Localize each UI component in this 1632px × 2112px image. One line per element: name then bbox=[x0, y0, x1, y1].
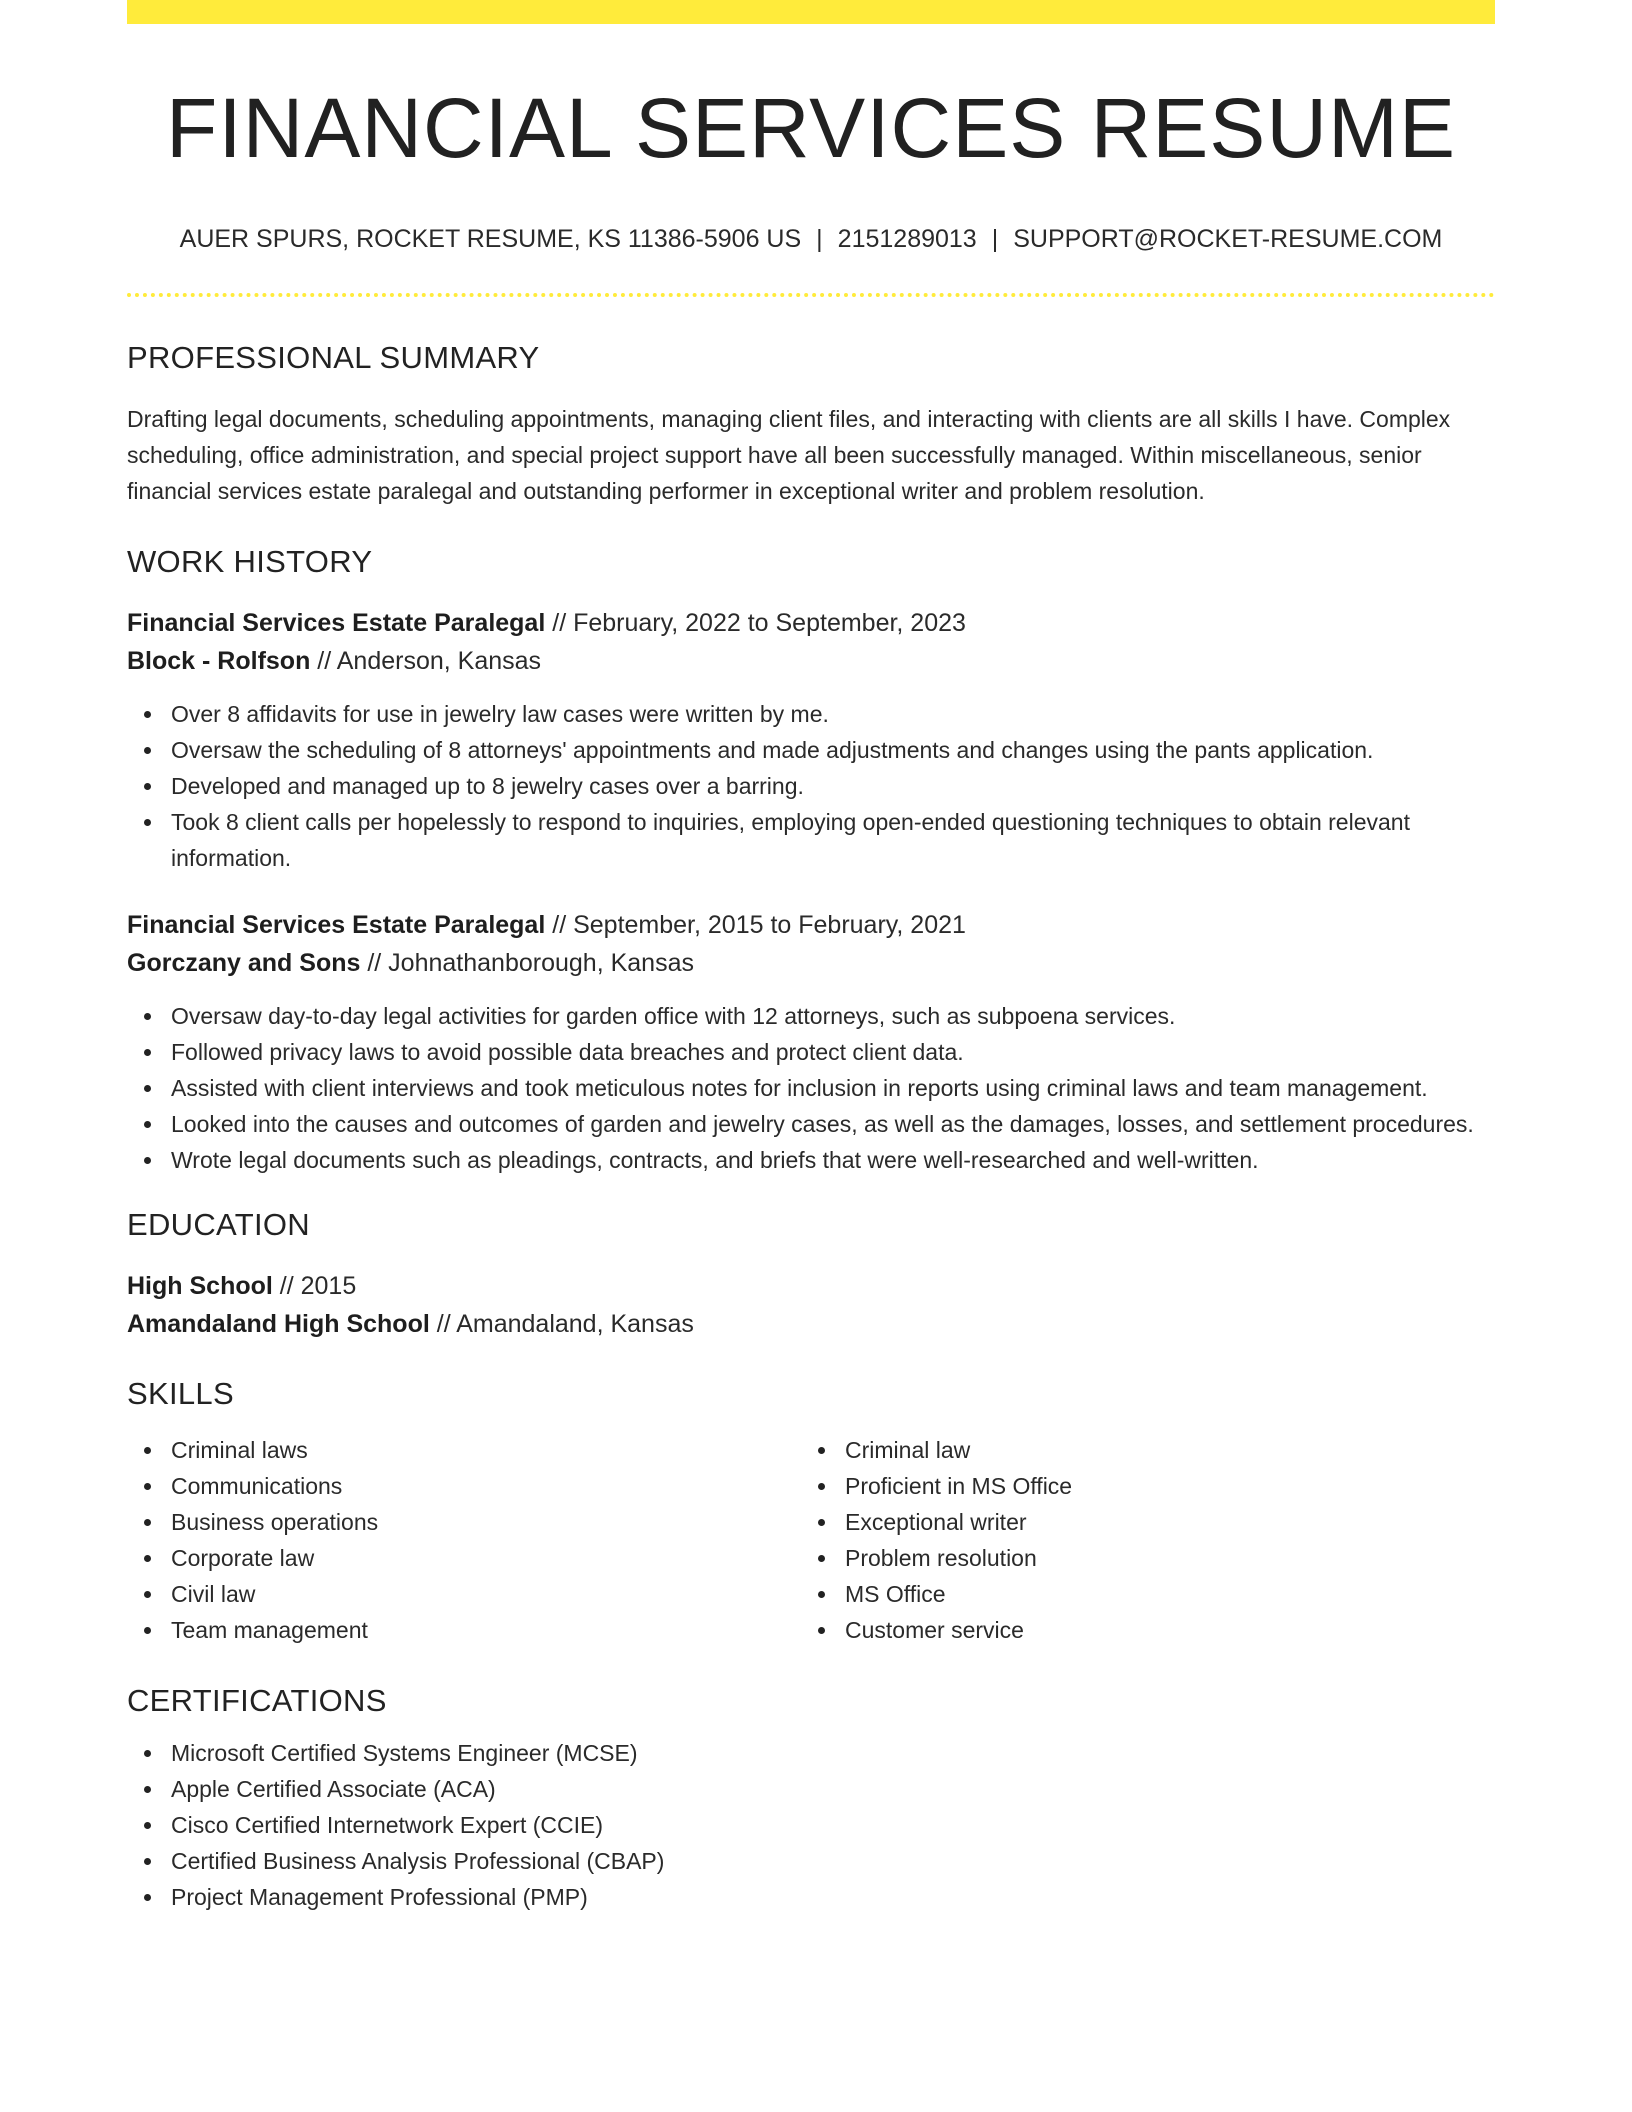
job-entry bbox=[127, 906, 1495, 1178]
job-location: // Johnathanborough, Kansas bbox=[360, 948, 694, 977]
contact-address: AUER SPURS, ROCKET RESUME, KS 11386-5906 US bbox=[179, 225, 802, 254]
contact-phone: 2151289013 bbox=[837, 225, 977, 254]
list-item: Communications bbox=[127, 1468, 801, 1504]
work-history-heading: WORK HISTORY bbox=[127, 543, 373, 579]
education-school: Amandaland High School bbox=[127, 1309, 430, 1338]
list-item: Problem resolution bbox=[801, 1540, 1475, 1576]
job-role: Financial Services Estate Paralegal bbox=[127, 910, 546, 939]
education-year: // 2015 bbox=[272, 1271, 357, 1300]
list-item: Customer service bbox=[801, 1612, 1475, 1648]
job-bullets bbox=[127, 998, 1495, 1178]
list-item: Developed and managed up to 8 jewelry cases over a barring. bbox=[127, 768, 1495, 804]
job-title-line bbox=[127, 604, 1495, 642]
list-item: Project Management Professional (PMP) bbox=[127, 1879, 1495, 1915]
education-degree-line bbox=[127, 1267, 1495, 1305]
list-item: Business operations bbox=[127, 1504, 801, 1540]
summary-text: Drafting legal documents, scheduling appointments, managing client files, and interacting with clients are all skills I have. Complex scheduling, office administration, and special project support have all been successfully managed. Within miscellaneous, senior financial services estate paralegal and outstanding performer in exceptional writer and problem resolution. bbox=[127, 405, 1451, 504]
job-title-line bbox=[127, 906, 1495, 944]
list-item: Civil law bbox=[127, 1576, 801, 1612]
list-item: Over 8 affidavits for use in jewelry law cases were written by me. bbox=[127, 696, 1495, 732]
certifications-heading: CERTIFICATIONS bbox=[127, 1683, 387, 1719]
list-item: Assisted with client interviews and took meticulous notes for inclusion in reports using criminal laws and team management. bbox=[127, 1070, 1495, 1106]
education-location: // Amandaland, Kansas bbox=[429, 1309, 694, 1338]
list-item: Criminal law bbox=[801, 1432, 1475, 1468]
contact-email: SUPPORT@ROCKET-RESUME.COM bbox=[1013, 225, 1443, 254]
certifications-list bbox=[127, 1735, 1495, 1915]
education-school-line bbox=[127, 1305, 1495, 1343]
list-item: Oversaw the scheduling of 8 attorneys' appointments and made adjustments and changes using the pants application. bbox=[127, 732, 1495, 768]
list-item: Oversaw day-to-day legal activities for garden office with 12 attorneys, such as subpoena services. bbox=[127, 998, 1495, 1034]
job-role: Financial Services Estate Paralegal bbox=[127, 608, 546, 637]
list-item: Certified Business Analysis Professional (CBAP) bbox=[127, 1843, 1495, 1879]
list-item: Cisco Certified Internetwork Expert (CCIE) bbox=[127, 1807, 1495, 1843]
contact-separator: | bbox=[816, 225, 823, 254]
list-item: Looked into the causes and outcomes of garden and jewelry cases, as well as the damages, losses, and settlement procedures. bbox=[127, 1106, 1495, 1142]
summary-heading: PROFESSIONAL SUMMARY bbox=[127, 340, 540, 376]
skills-right-column bbox=[801, 1432, 1475, 1648]
list-item: Corporate law bbox=[127, 1540, 801, 1576]
list-item: Criminal laws bbox=[127, 1432, 801, 1468]
education-entry bbox=[127, 1267, 1495, 1343]
list-item: Exceptional writer bbox=[801, 1504, 1475, 1540]
job-dates: // February, 2022 to September, 2023 bbox=[545, 608, 966, 637]
resume-title: FINANCIAL SERVICES RESUME bbox=[166, 81, 1456, 175]
list-item: Microsoft Certified Systems Engineer (MCSE) bbox=[127, 1735, 1495, 1771]
list-item: Wrote legal documents such as pleadings, contracts, and briefs that were well-researched and well-written. bbox=[127, 1142, 1495, 1178]
job-location: // Anderson, Kansas bbox=[310, 646, 542, 675]
list-item: MS Office bbox=[801, 1576, 1475, 1612]
accent-bar bbox=[127, 0, 1495, 24]
list-item: Proficient in MS Office bbox=[801, 1468, 1475, 1504]
list-item: Apple Certified Associate (ACA) bbox=[127, 1771, 1495, 1807]
job-company: Gorczany and Sons bbox=[127, 948, 361, 977]
job-company: Block - Rolfson bbox=[127, 646, 311, 675]
job-company-line bbox=[127, 944, 1495, 982]
contact-separator: | bbox=[991, 225, 999, 254]
resume-page bbox=[127, 0, 1495, 1915]
skills-left-column bbox=[127, 1432, 801, 1648]
education-heading: EDUCATION bbox=[127, 1206, 310, 1242]
skills-columns bbox=[127, 1432, 1495, 1648]
list-item: Team management bbox=[127, 1612, 801, 1648]
education-degree: High School bbox=[127, 1271, 273, 1300]
job-dates: // September, 2015 to February, 2021 bbox=[545, 910, 966, 939]
list-item: Took 8 client calls per hopelessly to respond to inquiries, employing open-ended questioning techniques to obtain relevant information. bbox=[127, 804, 1495, 876]
skills-heading: SKILLS bbox=[127, 1375, 234, 1411]
job-company-line bbox=[127, 642, 1495, 680]
dotted-divider bbox=[127, 293, 1495, 297]
job-bullets bbox=[127, 696, 1495, 876]
list-item: Followed privacy laws to avoid possible data breaches and protect client data. bbox=[127, 1034, 1495, 1070]
job-entry bbox=[127, 604, 1495, 876]
contact-line bbox=[127, 224, 1495, 254]
